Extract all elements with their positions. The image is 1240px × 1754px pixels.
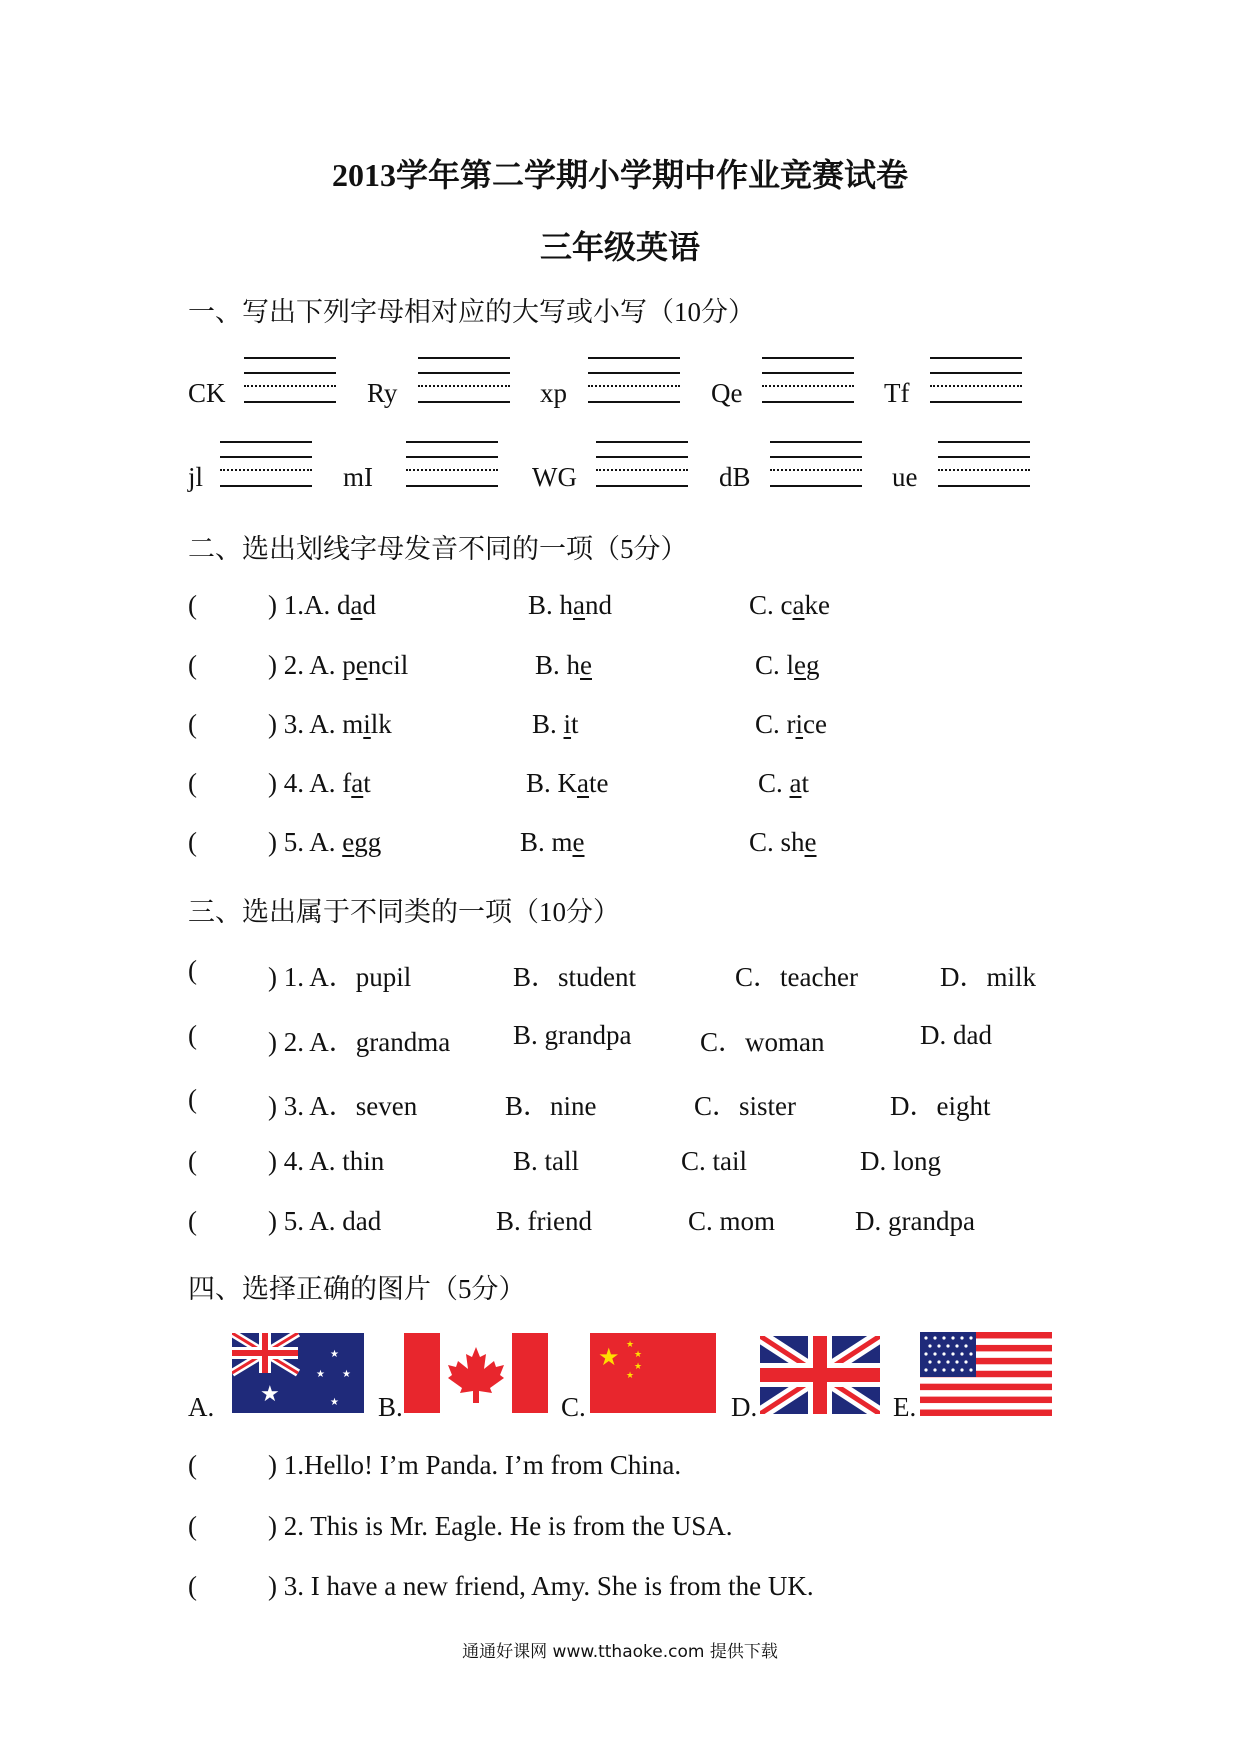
writing-line xyxy=(244,357,336,359)
option-c xyxy=(749,590,830,621)
writing-line xyxy=(406,485,498,487)
option-b xyxy=(526,768,609,799)
option-d: D．eight xyxy=(890,1091,991,1121)
option-c: C．woman xyxy=(700,1027,825,1057)
writing-line xyxy=(220,456,312,458)
letter-pair: WG xyxy=(532,462,577,492)
writing-line xyxy=(596,441,688,443)
writing-line xyxy=(596,469,688,471)
writing-line xyxy=(596,456,688,458)
underlined-letter: e xyxy=(342,827,355,857)
word-part: f xyxy=(342,768,352,798)
writing-line xyxy=(418,401,510,403)
section3-heading: 三、选出属于不同类的一项（10分） xyxy=(188,897,620,927)
word-part: B. h xyxy=(535,650,581,680)
section2-heading: 二、选出划线字母发音不同的一项（5分） xyxy=(188,534,688,564)
svg-text:★: ★ xyxy=(342,1369,351,1380)
option-c: C．teacher xyxy=(735,962,858,992)
option-a xyxy=(268,827,381,858)
option-d: D．milk xyxy=(940,962,1037,992)
word-part: t xyxy=(363,768,371,798)
writing-line xyxy=(938,441,1030,443)
writing-line xyxy=(588,372,680,374)
word-part: B. xyxy=(532,709,564,739)
word-part: B. h xyxy=(528,590,574,620)
writing-line xyxy=(418,372,510,374)
word-part: g xyxy=(806,650,820,680)
option-c: C. mom xyxy=(688,1206,776,1236)
svg-text:★: ★ xyxy=(634,1350,643,1360)
answer-paren[interactable]: ( xyxy=(188,955,197,985)
word-part: C. sh xyxy=(749,827,805,857)
answer-paren[interactable]: ( xyxy=(188,1206,197,1236)
flag-label-e: E. xyxy=(893,1392,917,1422)
underlined-letter: i xyxy=(563,709,572,739)
writing-lines[interactable] xyxy=(930,357,1022,407)
option-a: ) 4. A. thin xyxy=(268,1146,385,1176)
option-b: B. friend xyxy=(496,1206,592,1236)
word-part: C. r xyxy=(755,709,796,739)
writing-line xyxy=(406,469,498,471)
option-b xyxy=(528,590,612,621)
word-part: t xyxy=(571,709,579,739)
flag-label-c: C. xyxy=(561,1392,586,1422)
page-title: 2013学年第二学期小学期中作业竞赛试卷 xyxy=(331,157,908,193)
word-part: C. c xyxy=(749,590,793,620)
writing-line xyxy=(762,372,854,374)
answer-paren[interactable]: ( xyxy=(188,1450,197,1480)
china-flag-icon xyxy=(590,1333,716,1413)
option-c xyxy=(758,768,809,799)
flag-question: ) 1.Hello! I’m Panda. I’m from China. xyxy=(268,1450,682,1480)
underlined-letter: a xyxy=(573,590,585,620)
writing-line xyxy=(220,485,312,487)
option-b xyxy=(520,827,585,858)
letter-pair: xp xyxy=(540,378,567,408)
option-c: C. tail xyxy=(681,1146,747,1176)
writing-line xyxy=(762,385,854,387)
writing-line xyxy=(930,372,1022,374)
option-a: ) 1. A．pupil xyxy=(268,962,412,992)
word-part: C. xyxy=(758,768,790,798)
writing-lines[interactable] xyxy=(762,357,854,407)
writing-line xyxy=(406,441,498,443)
word-part: d xyxy=(362,590,376,620)
writing-lines[interactable] xyxy=(418,357,510,407)
letter-pair: jl xyxy=(188,462,204,492)
uk-flag-icon xyxy=(760,1336,880,1414)
underlined-letter: a xyxy=(350,590,363,620)
svg-text:★: ★ xyxy=(330,1349,339,1360)
writing-line xyxy=(596,485,688,487)
word-part: nd xyxy=(585,590,612,620)
underlined-letter: e xyxy=(804,827,817,857)
writing-line xyxy=(588,401,680,403)
writing-line xyxy=(762,357,854,359)
svg-text:★: ★ xyxy=(626,1340,635,1350)
writing-line xyxy=(930,401,1022,403)
option-a: ) 5. A. dad xyxy=(268,1206,382,1236)
writing-line xyxy=(244,401,336,403)
writing-lines[interactable] xyxy=(938,441,1030,491)
answer-paren[interactable]: ( xyxy=(188,1571,197,1601)
option-a xyxy=(268,768,371,799)
underlined-letter: i xyxy=(795,709,804,739)
question-number: ) 5. A. xyxy=(268,827,343,857)
option-c xyxy=(749,827,817,858)
option-b xyxy=(532,709,579,740)
svg-text:★: ★ xyxy=(626,1371,635,1381)
flag-question: ) 3. I have a new friend, Amy. She is from the UK. xyxy=(268,1571,814,1601)
writing-lines[interactable] xyxy=(244,357,336,407)
answer-paren[interactable]: ( xyxy=(188,1020,197,1050)
question-number: ) 2. A. xyxy=(268,650,343,680)
option-a xyxy=(268,590,376,621)
option-c xyxy=(755,650,820,681)
word-part: ke xyxy=(804,590,830,620)
underlined-letter: i xyxy=(363,709,371,739)
writing-line xyxy=(938,485,1030,487)
option-b: B. tall xyxy=(513,1146,579,1176)
writing-line xyxy=(406,456,498,458)
question-number: ) 1.A. xyxy=(268,590,337,620)
writing-line xyxy=(938,469,1030,471)
word-part: t xyxy=(801,768,810,798)
svg-text:★: ★ xyxy=(634,1362,643,1372)
writing-line xyxy=(770,469,862,471)
writing-lines[interactable] xyxy=(770,441,862,491)
writing-line xyxy=(220,441,312,443)
flag-question: ) 2. This is Mr. Eagle. He is from the USA. xyxy=(268,1511,733,1541)
section1-heading: 一、写出下列字母相对应的大写或小写（10分） xyxy=(188,297,755,327)
page-subtitle: 三年级英语 xyxy=(539,229,700,265)
flag-label-d: D. xyxy=(731,1392,758,1422)
option-b xyxy=(535,650,592,681)
writing-lines[interactable] xyxy=(588,357,680,407)
answer-paren[interactable]: ( xyxy=(188,590,197,620)
writing-line xyxy=(770,441,862,443)
letter-pair: dB xyxy=(719,462,751,492)
canada-flag-icon xyxy=(404,1333,548,1413)
page-footer: 通通好课网 www.tthaoke.com 提供下载 xyxy=(462,1642,778,1662)
writing-line xyxy=(588,357,680,359)
usa-flag-icon xyxy=(920,1332,1052,1416)
writing-line xyxy=(930,357,1022,359)
writing-line xyxy=(770,456,862,458)
writing-line xyxy=(938,456,1030,458)
writing-line xyxy=(244,385,336,387)
underlined-letter: e xyxy=(355,650,368,680)
option-a xyxy=(268,650,408,681)
writing-line xyxy=(418,385,510,387)
flag-label-b: B. xyxy=(378,1392,403,1422)
writing-line xyxy=(762,401,854,403)
writing-line xyxy=(244,372,336,374)
option-a: ) 3. A．seven xyxy=(268,1091,418,1121)
letter-pair: CK xyxy=(188,378,226,408)
word-part: C. l xyxy=(755,650,795,680)
option-b: B. grandpa xyxy=(513,1020,632,1050)
option-a: ) 2. A．grandma xyxy=(268,1027,451,1057)
option-a xyxy=(268,709,392,740)
option-d: D. dad xyxy=(920,1020,992,1050)
underlined-letter: e xyxy=(794,650,806,680)
australia-flag-icon xyxy=(232,1333,364,1413)
word-part: m xyxy=(342,709,364,739)
writing-line xyxy=(770,485,862,487)
answer-paren[interactable]: ( xyxy=(188,827,197,857)
option-b: B．nine xyxy=(505,1091,597,1121)
writing-lines[interactable] xyxy=(406,441,498,491)
svg-text:★: ★ xyxy=(598,1343,620,1371)
word-part: ce xyxy=(803,709,827,739)
word-part: lk xyxy=(370,709,392,739)
option-c xyxy=(755,709,827,740)
answer-paren[interactable]: ( xyxy=(188,709,197,739)
letter-pair: Ry xyxy=(367,378,398,408)
underlined-letter: e xyxy=(580,650,592,680)
question-number: ) 4. A. xyxy=(268,768,343,798)
svg-text:★: ★ xyxy=(260,1382,280,1407)
section4-heading: 四、选择正确的图片（5分） xyxy=(188,1274,526,1304)
answer-paren[interactable]: ( xyxy=(188,768,197,798)
letter-pair: mI xyxy=(343,462,373,492)
flag-label-a: A. xyxy=(188,1392,215,1422)
underlined-letter: a xyxy=(792,590,805,620)
underlined-letter: a xyxy=(789,768,802,798)
writing-line xyxy=(930,385,1022,387)
option-d: D. long xyxy=(860,1146,941,1176)
answer-paren[interactable]: ( xyxy=(188,1511,197,1541)
answer-paren[interactable]: ( xyxy=(188,1146,197,1176)
svg-text:★: ★ xyxy=(316,1369,325,1380)
svg-text:★: ★ xyxy=(330,1397,339,1408)
option-c: C．sister xyxy=(694,1091,797,1121)
writing-lines[interactable] xyxy=(596,441,688,491)
writing-lines[interactable] xyxy=(220,441,312,491)
letter-pair: Tf xyxy=(884,378,910,408)
underlined-letter: a xyxy=(351,768,364,798)
underlined-letter: a xyxy=(577,768,589,798)
answer-paren[interactable]: ( xyxy=(188,650,197,680)
letter-pair: Qe xyxy=(711,378,743,408)
word-part: p xyxy=(342,650,356,680)
writing-line xyxy=(220,469,312,471)
word-part: B. m xyxy=(520,827,573,857)
word-part: ncil xyxy=(367,650,409,680)
option-d: D. grandpa xyxy=(855,1206,975,1236)
letter-pair: ue xyxy=(892,462,918,492)
question-number: ) 3. A. xyxy=(268,709,343,739)
option-b: B．student xyxy=(513,962,637,992)
word-part: B. K xyxy=(526,768,578,798)
answer-paren[interactable]: ( xyxy=(188,1084,197,1114)
word-part: d xyxy=(337,590,351,620)
underlined-letter: e xyxy=(572,827,585,857)
word-part: te xyxy=(589,768,609,798)
writing-line xyxy=(418,357,510,359)
word-part: gg xyxy=(354,827,382,857)
writing-line xyxy=(588,385,680,387)
